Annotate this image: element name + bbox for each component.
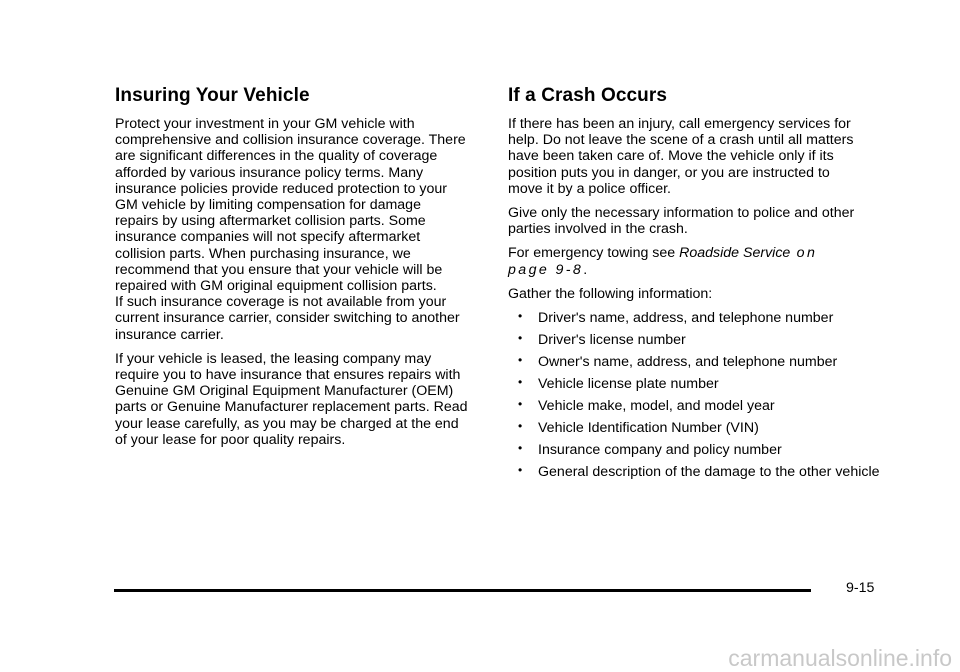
gather-intro: Gather the following information: bbox=[508, 285, 713, 302]
bullet-icon: • bbox=[518, 375, 523, 390]
bullet-icon: • bbox=[518, 309, 523, 324]
page-number: 9-15 bbox=[846, 580, 875, 596]
list-item-text: Driver's name, address, and telephone number bbox=[538, 310, 834, 327]
crash-heading: If a Crash Occurs bbox=[508, 85, 668, 106]
information-list bbox=[508, 310, 880, 480]
list-item-text: General description of the damage to the other vehicle bbox=[538, 464, 880, 481]
list-item-text: Insurance company and policy number bbox=[538, 442, 782, 459]
list-item bbox=[508, 464, 880, 480]
watermark: carmanualsonline.info bbox=[728, 645, 952, 671]
list-item bbox=[508, 442, 880, 458]
list-item bbox=[508, 398, 880, 414]
bullet-icon: • bbox=[518, 463, 523, 478]
bullet-icon: • bbox=[518, 419, 523, 434]
crash-paragraph-2: Give only the necessary information to police and other parties involved in the crash. bbox=[508, 205, 855, 238]
bullet-icon: • bbox=[518, 441, 523, 456]
roadside-service-link-on[interactable]: on bbox=[790, 245, 818, 262]
insuring-paragraph-1: Protect your investment in your GM vehicle with comprehensive and collision insurance coverage. There are significant differences in the quality of coverage afforded by various insurance policy terms. Many insurance policies provide reduced protection to your GM vehicle by limiting compensation for damage repairs by using aftermarket collision parts. Some insurance companies will not specify aftermarket collision parts. When purchasing insurance, we recommend that you ensure that your vehicle will be repaired with GM original equipment collision parts. If such insurance coverage is not available from your current insurance carrier, consider switching to another insurance carrier. bbox=[115, 116, 466, 343]
list-item bbox=[508, 354, 880, 370]
list-item-text: Vehicle Identification Number (VIN) bbox=[538, 420, 759, 437]
list-item-text: Vehicle license plate number bbox=[538, 376, 719, 393]
list-item bbox=[508, 420, 880, 436]
list-item-text: Driver's license number bbox=[538, 332, 686, 349]
roadside-service-link[interactable]: Roadside Service bbox=[679, 245, 791, 262]
crash-paragraph-1: If there has been an injury, call emergency services for help. Do not leave the scene of a crash until all matters have been taken care of. Move the vehicle only if its position puts you in danger, or you are instructed to move it by a police officer. bbox=[508, 116, 854, 197]
list-item bbox=[508, 332, 880, 348]
towing-prefix: For emergency towing see bbox=[508, 245, 680, 262]
list-item-text: Owner's name, address, and telephone number bbox=[538, 354, 838, 371]
crash-section bbox=[508, 84, 880, 486]
list-item bbox=[508, 310, 880, 326]
insuring-heading: Insuring Your Vehicle bbox=[115, 85, 310, 106]
towing-paragraph bbox=[508, 245, 880, 277]
list-item-text: Vehicle make, model, and model year bbox=[538, 398, 775, 415]
bullet-icon: • bbox=[518, 397, 523, 412]
list-item bbox=[508, 376, 880, 392]
towing-suffix: . bbox=[583, 261, 588, 278]
insuring-paragraph-2: If your vehicle is leased, the leasing company may require you to have insurance that ensures repairs with Genuine GM Original Equipment Manufacturer (OEM) parts or Genuine Manufacturer replacement parts. Read your lease carefully, as you may be charged at the end of your lease for poor quality repairs. bbox=[115, 350, 468, 448]
roadside-service-page-link[interactable]: page 9-8 bbox=[508, 261, 584, 278]
footer-rule bbox=[114, 589, 811, 592]
insuring-section bbox=[115, 84, 485, 456]
bullet-icon: • bbox=[518, 331, 523, 346]
bullet-icon: • bbox=[518, 353, 523, 368]
